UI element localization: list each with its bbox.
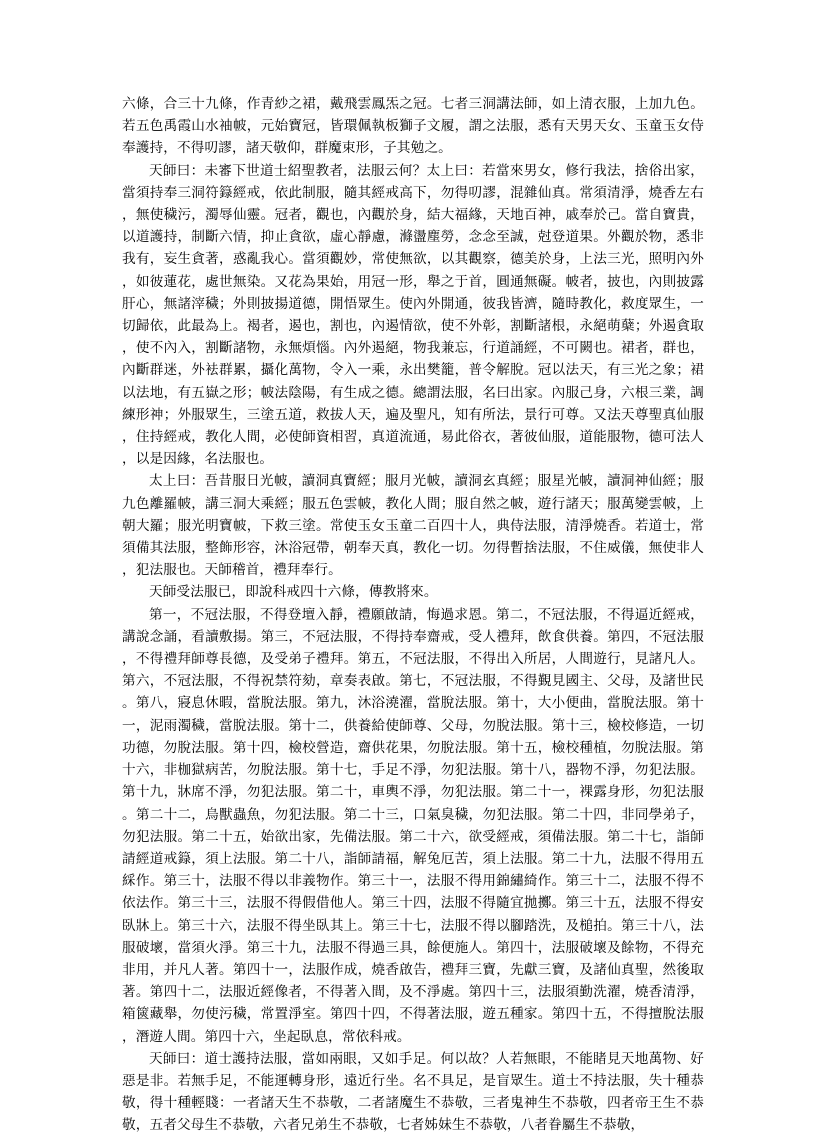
document-page (122, 93, 704, 1137)
paragraph-tianshi-guarding-vestments: 天師曰：道士護持法服，當如兩眼，又如手足。何以故？人若無眼，不能睹見天地萬物、好惡是非。若無手足，不能運轉身形，遠近行坐。名不具足，是盲眾生。道士不持法服，失十種恭敬，得十種輕賤：一者諸天生不恭敬，二者諸魔生不恭敬，三者鬼神生不恭敬，四者帝王生不恭敬，五者父母生不恭敬，六者兄弟生不恭敬，七者姊妹生不恭敬，八者眷屬生不恭敬， (122, 1050, 704, 1134)
paragraph-continuation: 六條，合三十九條，作青紗之裙，戴飛雲鳳炁之冠。七者三洞講法師，如上清衣服，上加九色。若五色禹霞山水袖帔，元始寶冠，皆環佩執板獅子文履，謂之法服，悉有天男天女、玉童玉女侍奉護持，不得叨謬，諸天敬仰，群魔束形，子其勉之。 (122, 96, 704, 157)
paragraph-forty-six-rules: 第一，不冠法服，不得登壇入靜，禮願啟請，悔過求恩。第二，不冠法服，不得逼近經戒，講說念誦，看讀敷揚。第三，不冠法服，不得持奉齋戒，受人禮拜，飲食供養。第四，不冠法服，不得禮拜師尊長德，及受弟子禮拜。第五，不冠法服，不得出入所居，人間遊行，見諸凡人。第六，不冠法服，不得祝禁符劾，章奏表啟。第七，不冠法服，不得覲見國主、父母，及諸世民。第八，寢息休暇，當脫法服。第九，沐浴澆濯，當脫法服。第十，大小便曲，當脫法服。第十一，泥雨濁穢，當脫法服。第十二，供養給使師尊、父母，勿脫法服。第十三，檢校修造，一切功德，勿脫法服。第十四，檢校營造，齋供花果，勿脫法服。第十五，檢校種植，勿脫法服。第十六，非枷獄病苦，勿脫法服。第十七，手足不淨，勿犯法服。第十八，器物不淨，勿犯法服。第十九，牀席不淨，勿犯法服。第二十，車輿不淨，勿犯法服。第二十一，裸露身形，勿犯法服。第二十二，烏獸蟲魚，勿犯法服。第二十三，口氣臭穢，勿犯法服。第二十四，非同學弟子，勿犯法服。第二十五，始欲出家，先備法服。第二十六，欲受經戒，須備法服。第二十七，詣師請經道戒籙，須上法服。第二十八，詣師請福，解兔厄苦，須上法服。第二十九，法服不得用五綵作。第三十，法服不得以非義物作。第三十一，法服不得用錦繡綺作。第三十二，法服不得不依法作。第三十三，法服不得假借他人。第三十四，法服不得隨宜拋擲。第三十五，法服不得安臥牀上。第三十六，法服不得坐臥其上。第三十七，法服不得以腳踏洗，及槌拍。第三十八，法服破壞，當須火淨。第三十九，法服不得過三具，餘便施人。第四十，法服破壞及餘物，不得充非用，并凡人著。第四十一，法服作成，燒香啟告，禮拜三寶，先獻三寶，及諸仙真聖，然後取著。第四十二，法服近經像者，不得著入間，及不淨處。第四十三，法服須勤洗濯，燒香清淨，箱篋藏舉，勿使污穢，常置淨室。第四十四，不得著法服，遊五種家。第四十五，不得擅脫法服，潛遊人間。第四十六，坐起臥息，常依科戒。 (122, 606, 704, 1045)
paragraph-ritual-vestments-meaning: 天師曰：未審下世道士紹聖教者，法服云何？太上曰：若當來男女，修行我法，捨俗出家，當須持奉三洞符籙經戒，依此制服，隨其經戒高下，勿得叨謬，混雜仙真。常須清淨，燒香左右，無使穢污，濁辱仙靈。冠者，觀也，內觀於身，結大福緣，天地百神，戚奉於己。當自寶貴，以道護持，制斷六情，抑止貪欲，虛心靜慮，滌盪塵勞，念念至誠，尅登道果。外觀於物，悉非我有，妄生貪著，惑亂我心。當須觀妙，常使無欲，以其觀察，德美於身，上法三光，照明內外，如彼蓮花，處世無染。又花為果始，用冠一形，舉之于首，圓通無礙。帔者，披也，內則披露肝心，無諸滓穢；外則披揚道德，開悟眾生。使內外開通，彼我皆濟，隨時教化，救度眾生，一切歸依，此最為上。褐者，遏也，割也，內遏情欲，使不外彰，割斷諸根，永絕萌蘖；外遏貪取，使不內入，割斷諸物，永無煩惱。內外遏絕，物我兼忘，行道誦經，不可闕也。裙者，群也，內斷群迷，外袪群累，攝化萬物，令入一乘，永出樊籠，普令解脫。冠以法天，有三光之象；裙以法地，有五嶽之形；帔法陰陽，有生成之德。總謂法服，名曰出家。內服己身，六根三業，調練形神；外服眾生，三塗五道，救拔人天，遍及聖凡，知有所法，景行可尊。又法天尊聖真仙服，住持經戒，教化人間，必使師資相習，真道流通，易此俗衣，著彼仙服，道能服物，德可法人，以是因緣，名法服也。 (122, 162, 704, 468)
paragraph-taishang-vestments: 太上曰：吾昔服日光帔，讀洞真寶經；服月光帔，讀洞玄真經；服星光帔，讀洞神仙經；服九色離羅帔，講三洞大乘經；服五色雲帔，教化人間；服自然之帔，遊行諸天；服萬變雲帔，上朝大羅；服光明寶帔，下救三塗。常使玉女玉童二百四十人，典侍法服，清淨燒香。若道士，常須備其法服，整飾形容，沐浴冠帶，朝奉天真，教化一切。勿得暫捨法服，不住威儀，無使非人，犯法服也。天師稽首，禮拜奉行。 (122, 473, 704, 579)
paragraph-forty-six-rules-intro: 天師受法服已，即說科戒四十六條，傳教將來。 (149, 584, 438, 601)
